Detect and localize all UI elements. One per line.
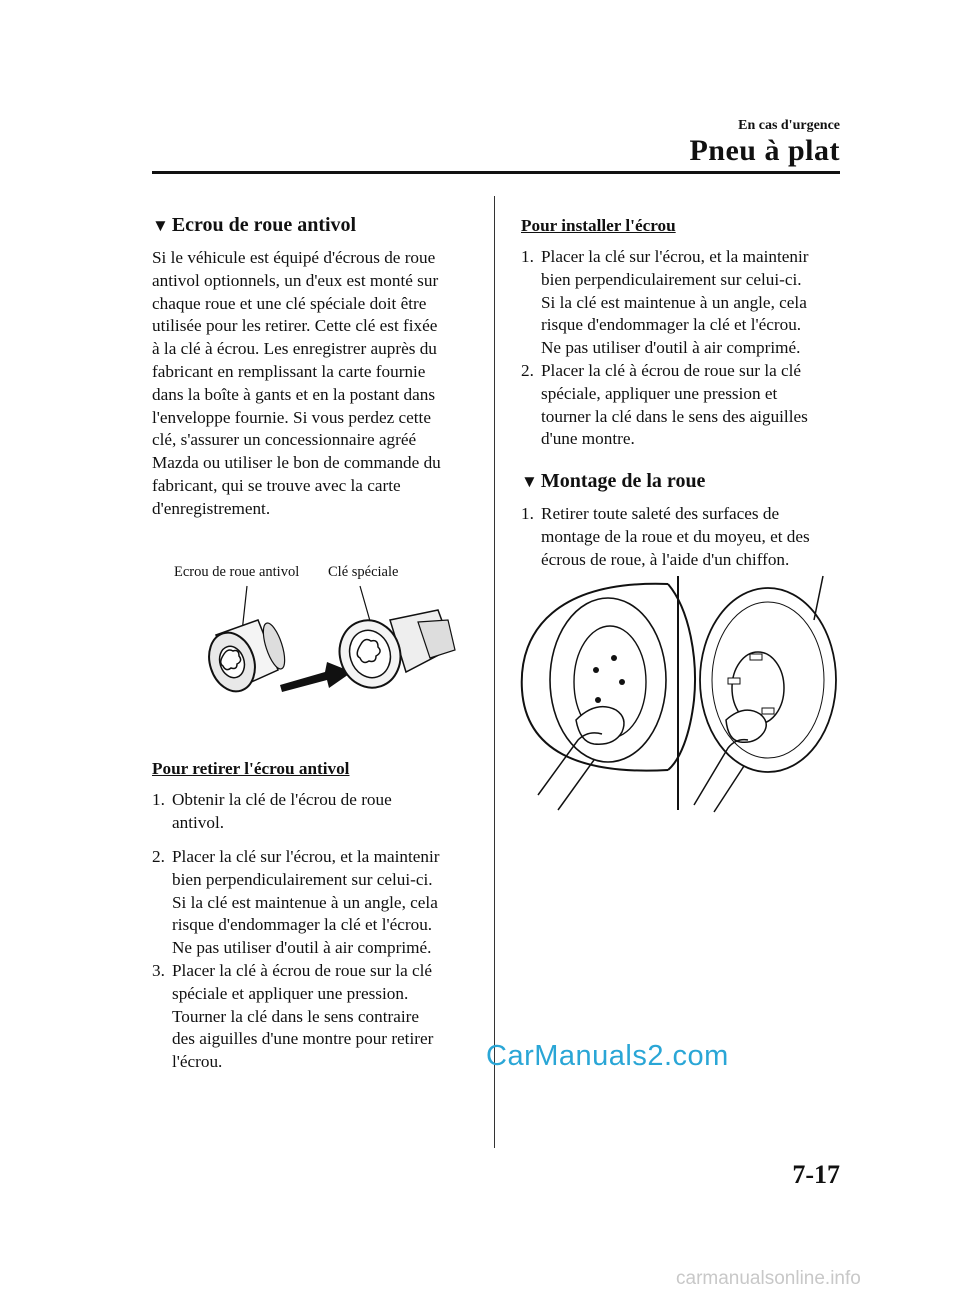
step-line: spéciale, appliquer une pression et: [541, 383, 778, 403]
step-line: risque d'endommager la clé et l'écrou.: [541, 315, 802, 335]
intro-line: à la clé à écrou. Les enregistrer auprès du: [152, 339, 437, 359]
remove-step-3: [152, 960, 482, 1075]
step-line: l'écrou.: [172, 1052, 223, 1072]
step-line: Placer la clé sur l'écrou, et la maintenir: [541, 247, 809, 266]
page-number: 7-17: [792, 1160, 840, 1189]
chapter-label: En cas d'urgence: [738, 118, 840, 133]
step-line: Obtenir la clé de l'écrou de roue: [172, 790, 392, 809]
intro-line: clé, s'assurer un concessionnaire agréé: [152, 430, 417, 450]
install-step-1: [521, 246, 851, 361]
intro-line: l'enveloppe fournie. Si vous perdez cette: [152, 407, 431, 427]
remove-step-1: [152, 789, 482, 835]
step-text: [172, 789, 392, 835]
step-line: écrous de roue, à l'aide d'un chiffon.: [541, 549, 790, 569]
step-line: Placer la clé à écrou de roue sur la clé: [541, 361, 802, 380]
wheel-cleaning-illustration: [518, 570, 840, 815]
figure-label-key: Clé spéciale: [328, 564, 399, 580]
install-step-2: [521, 360, 851, 452]
step-number: 1.: [521, 247, 534, 266]
intro-line: fabricant, qui se trouve avec la carte: [152, 475, 401, 495]
step-line: Si la clé est maintenue à un angle, cela: [541, 292, 807, 312]
intro-line: Mazda ou utiliser le bon de commande du: [152, 453, 441, 473]
step-line: Retirer toute saleté des surfaces de: [541, 504, 780, 523]
step-line: Tourner la clé dans le sens contraire: [172, 1006, 419, 1026]
step-number: 3.: [152, 961, 165, 980]
remove-heading: Pour retirer l'écrou antivol: [152, 759, 350, 778]
step-line: d'une montre.: [541, 429, 635, 449]
step-text: [172, 846, 439, 960]
triangle-bullet-icon: ▼: [152, 216, 169, 235]
step-number: 2.: [521, 361, 534, 380]
intro-line: utilisée pour les retirer. Cette clé est fixée: [152, 316, 438, 336]
section-heading-antivol: [152, 212, 356, 239]
step-line: bien perpendiculairement sur celui-ci.: [541, 269, 802, 289]
step-number: 1.: [152, 790, 165, 809]
step-text: [541, 503, 810, 571]
step-line: spéciale et appliquer une pression.: [172, 983, 409, 1003]
intro-line: Si le véhicule est équipé d'écrous de roue: [152, 248, 436, 267]
figure-label-lock-nut: Ecrou de roue antivol: [174, 564, 300, 580]
intro-line: fabricant en remplissant la carte fournie: [152, 361, 426, 381]
section-heading-text: Ecrou de roue antivol: [171, 214, 357, 236]
page-title: Pneu à plat: [689, 134, 840, 167]
intro-line: d'enregistrement.: [152, 498, 271, 518]
lock-nut-illustration: [180, 580, 470, 720]
step-line: Ne pas utiliser d'outil à air comprimé.: [172, 938, 432, 958]
header-rule: [152, 171, 840, 174]
step-line: Placer la clé à écrou de roue sur la clé: [172, 961, 433, 980]
install-heading: Pour installer l'écrou: [521, 216, 676, 235]
intro-line: dans la boîte à gants et en la postant dans: [152, 384, 436, 404]
step-line: risque d'endommager la clé et l'écrou.: [172, 915, 433, 935]
step-number: 1.: [521, 504, 534, 523]
step-line: bien perpendiculairement sur celui-ci.: [172, 869, 433, 889]
step-line: Placer la clé sur l'écrou, et la maintenir: [172, 847, 440, 866]
step-line: antivol.: [172, 812, 225, 832]
step-line: des aiguilles d'une montre pour retirer: [172, 1029, 434, 1049]
step-text: [541, 360, 808, 451]
intro-line: antivol optionnels, un d'eux est monté sur: [152, 270, 439, 290]
step-line: tourner la clé dans le sens des aiguilles: [541, 406, 808, 426]
section-heading-text: Montage de la roue: [540, 470, 706, 492]
step-line: montage de la roue et du moyeu, et des: [541, 526, 810, 546]
footer-watermark: carmanualsonline.info: [676, 1268, 861, 1289]
column-divider: [494, 196, 495, 1148]
step-text: [172, 960, 433, 1074]
step-number: 2.: [152, 847, 165, 866]
step-text: [541, 246, 808, 360]
section-heading-mounting: [521, 468, 705, 495]
step-line: Ne pas utiliser d'outil à air comprimé.: [541, 338, 801, 358]
intro-line: chaque roue et une clé spéciale doit être: [152, 293, 427, 313]
triangle-bullet-icon: ▼: [521, 472, 538, 491]
remove-step-2: [152, 846, 482, 961]
mount-step-1: [521, 503, 851, 573]
intro-paragraph: [152, 247, 482, 521]
step-line: Si la clé est maintenue à un angle, cela: [172, 892, 438, 912]
watermark-logo: CarManuals2.com: [486, 1040, 729, 1072]
